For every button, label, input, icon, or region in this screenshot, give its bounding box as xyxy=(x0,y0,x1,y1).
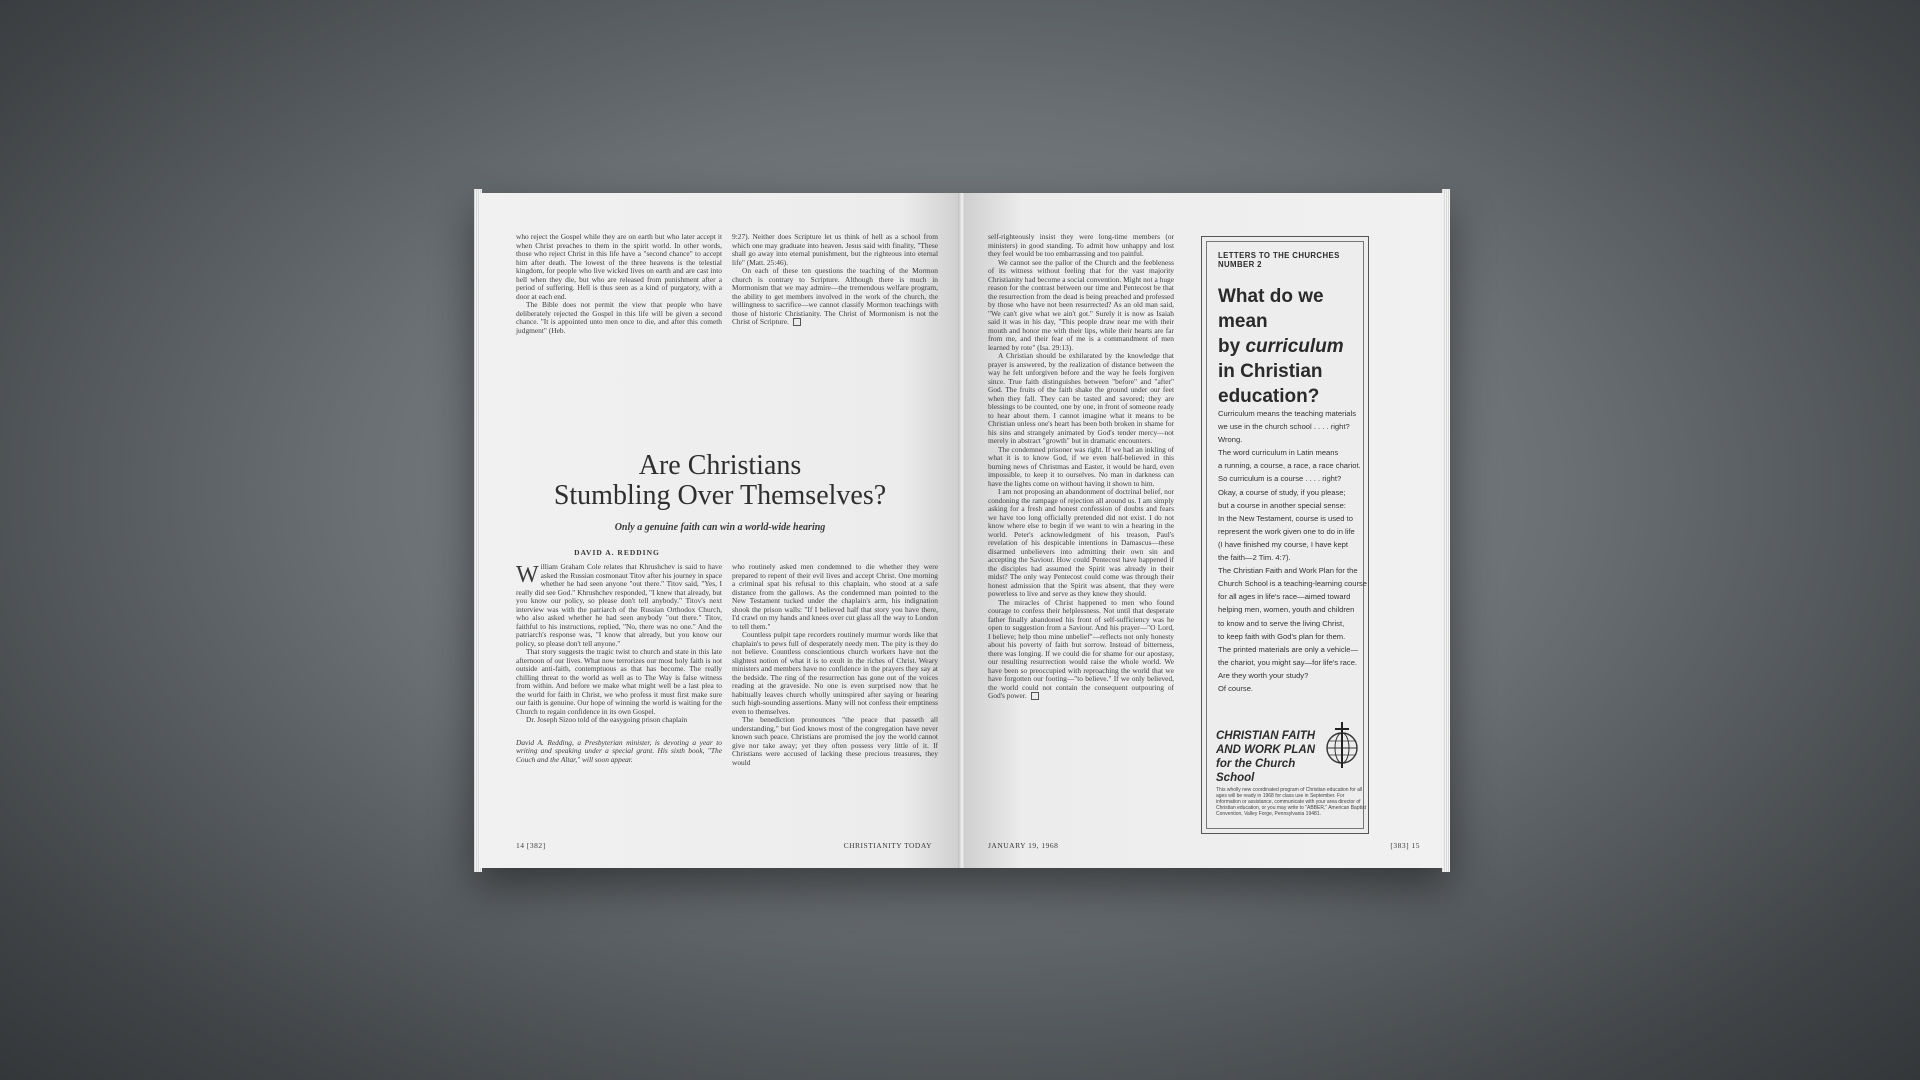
page-number: [383] 15 xyxy=(1390,841,1420,850)
ad-title-line: What do we mean xyxy=(1218,286,1324,332)
brand-line: CHRISTIAN FAITH xyxy=(1216,730,1316,742)
ad-title xyxy=(1218,284,1368,409)
paragraph: The condemned prisoner was right. If we had an inkling of what it is to know God, if we even half-believed in this burning news of Christmas and Easter, it would be hard, even impossible, to keep it to ourselves. No man in darkness can have the lights come on without having it shown to him. xyxy=(988,444,1174,488)
left-col2-top xyxy=(732,233,938,327)
right-col xyxy=(988,233,1174,701)
article-title xyxy=(510,451,930,511)
ad-body-line: The printed materials are only a vehicle— xyxy=(1218,644,1359,654)
paragraph xyxy=(732,267,938,327)
paragraph: 9:27). Neither does Scripture let us think of hell as a school from which one may graduate into heaven. Jesus said with finality, "These shall go away into eternal punishment, but the righteous into eternal life" (Matt. 25:46). xyxy=(732,232,938,267)
author-bio: David A. Redding, a Presbyterian minister, is devoting a year to writing and speaking under a special grant. His sixth book, "The Couch and the Altar," will soon appear. xyxy=(516,737,722,764)
paragraph: who reject the Gospel while they are on earth but who later accept it when Christ preaches to them in the spirit world. In other words, those who reject Christ in this life have a "second chance" to accept him after death. The lowest of the three heavens is the telestial kingdom, for people who live wicked lives on earth and are cast into hell when they die, but who are released from punishment after a period of suffering. Hell is thus seen as a kind of purgatory, with a door at each end. xyxy=(516,232,722,301)
end-mark-icon xyxy=(1031,692,1039,700)
ad-body-line: for all ages in life's race—aimed toward xyxy=(1218,592,1351,602)
ad-body-line: to know and to serve the living Christ, xyxy=(1218,618,1345,628)
ad-body-line: represent the work given one to do in life xyxy=(1218,526,1355,536)
paragraph: The Bible does not permit the view that people who have deliberately rejected the Gospel in this life will be given a second chance. "It is appointed unto men once to die, and after this cometh judgment" (Heb. xyxy=(516,300,722,335)
ad-brand xyxy=(1216,729,1326,785)
article-deck: Only a genuine faith can win a world-wide hearing xyxy=(614,522,826,533)
ad-body-line: the chariot, you might say—for life's race. xyxy=(1218,657,1358,667)
page-number: 14 [382] xyxy=(516,841,546,850)
ad-body-line: but a course in another special sense: xyxy=(1218,500,1346,510)
ad-body-line: Of course. xyxy=(1218,683,1254,693)
ad-body-line: So curriculum is a course . . . . right? xyxy=(1218,474,1342,484)
paragraph: Countless pulpit tape recorders routinely murmur words like that chaplain's to pews full of desperately needy men. The pity is they do not believe. Countless conscientious church workers have not the slightest notion of what it is to exult in the riches of Christ. Weary ministers and members have no confidence in the prayers they say at the bedside. The ring of the resurrection has gone out of the voices reading at the graveside. No one is even surprised now that he habitually leaves church wholly uninspired after saying or hearing such high-sounding assertions. Many will not confess their emptiness even to themselves. xyxy=(732,630,938,716)
ad-body-line: Okay, a course of study, if you please; xyxy=(1218,487,1346,497)
left-col2-article xyxy=(732,563,938,767)
magazine-name: CHRISTIANITY TODAY xyxy=(843,841,932,850)
end-mark-icon xyxy=(793,318,801,326)
paragraph xyxy=(988,599,1174,701)
paragraph: That story suggests the tragic twist to church and state in this late afternoon of our lives. What now terrorizes our most holy faith is not outside anti-faith, contemptuous as that has become. The really chilling threat to the world as well as to The Way is false witness from within. And before we make what might well be a last plea to the world for faith in Christ, we who profess it must first make sure our faith is genuine. Our hope of winning the world is waiting for the Church to regain confidence in its own Gospel. xyxy=(516,647,722,716)
ad-body-line: a running, a course, a race, a race chariot. xyxy=(1218,461,1361,471)
paragraph: We cannot see the pallor of the Church and the feebleness of its witness without feeling that for the vast majority Christianity had become a social convention. Might not a huge reason for the contrast between our time and Pentecost be that the resurrection from the dead is being preached and professed by those who have not been resurrected? As an old man said, "We can't give what we ain't got." Surely it is now as Isaiah said it was in his day, "This people draw near me with their mouth and honor me with their lips, while their hearts are far from me, and their fear of me is a commandment of men learned by rote" (Isa. 29:13). xyxy=(988,257,1174,352)
ad-body-line: Curriculum means the teaching materials xyxy=(1218,409,1357,418)
paragraph: who routinely asked men condemned to die whether they were prepared to repent of their evil lives and accept Christ. One morning a criminal spat his refusal to this chaplain, who stood at a safe distance from the gallows. As the condemned man pointed to the New Testament tucked under the chaplain's arm, his indignation shook the prison walls: "If I believed half that story you have there, I'd crawl on my hands and knees over cut glass all the way to London to tell them." xyxy=(732,562,938,631)
ad-body-line: helping men, women, youth and children xyxy=(1218,605,1355,615)
ad-body-line: Are they worth your study? xyxy=(1218,670,1309,680)
paragraph-text: The miracles of Christ happened to men who found courage to confess their helplessness. Not until that desperate father finally abandoned his front of self-sufficiency was he open to suggestion from a Saviour. And his prayer—"O Lord, I believe; help thou mine unbelief"—reflects not only honesty about his poverty of faith but sorrow. Instead of bitterness, there was longing. If we could die for shame for our apostasy, our resulting resurrection would raise the whole world. We have been so preoccupied with reproaching the world that we have forgotten our footing—"to believe." If we only believed, the world could not contain the consequent outpouring of God's power. xyxy=(988,597,1174,700)
advertisement xyxy=(1201,236,1369,834)
left-page xyxy=(480,193,960,868)
ad-title-line: in Christian xyxy=(1218,361,1323,382)
ad-title-text: by xyxy=(1218,336,1246,357)
brand-line: AND WORK PLAN xyxy=(1216,744,1316,756)
paragraph xyxy=(516,563,722,648)
ad-title-emphasis: curriculum xyxy=(1245,336,1344,357)
paragraph: self-righteously insist they were long-time members (or ministers) in good standing. To admit how unhappy and lost they feel would be too embarrassing and too painful. xyxy=(988,232,1174,258)
globe-cross-icon xyxy=(1324,720,1360,772)
byline: DAVID A. REDDING xyxy=(574,548,660,557)
left-col1-top xyxy=(516,233,722,335)
ad-title-line: education? xyxy=(1218,386,1320,407)
left-col1-article xyxy=(516,563,722,764)
brand-line: for the Church School xyxy=(1216,758,1296,784)
drop-cap: W xyxy=(516,562,539,588)
ad-body-line: (I have finished my course, I have kept xyxy=(1218,539,1349,549)
ad-fine-print: This wholly new coordinated program of Christian education for all ages will be ready in 1968 for class use in September. For information or assistance, communicate with your area director of Christian education, or you may write to "ABBER," American Baptist Convention, Valley Forge, Pennsylvania 19481. xyxy=(1216,787,1367,817)
ad-body-line: the faith—2 Tim. 4:7). xyxy=(1218,553,1291,563)
title-line: Stumbling Over Themselves? xyxy=(553,480,887,511)
ad-body-line: Wrong. xyxy=(1218,435,1243,445)
ad-header: LETTERS TO THE CHURCHES NUMBER 2 xyxy=(1218,251,1340,269)
issue-date: JANUARY 19, 1968 xyxy=(988,841,1059,850)
title-line: Are Christians xyxy=(638,450,802,481)
ad-title-line xyxy=(1218,334,1368,359)
ad-body-line: In the New Testament, course is used to xyxy=(1218,513,1353,523)
ad-body-line: The word curriculum in Latin means xyxy=(1218,448,1339,458)
ad-body-line: to keep faith with God's plan for them. xyxy=(1218,631,1346,641)
paragraph: Dr. Joseph Sizoo told of the easygoing prison chaplain xyxy=(526,715,688,724)
paragraph-text: illiam Graham Cole relates that Khrushchev is said to have asked the Russian cosmonaut Titov after his journey in space whether he had seen anyone "out there." Titov said, "Yes, I really did see God." Khrushchev responded, "I knew that already, but you know our policy, so please don't tell anybody." Titov's next interview was with the patriarch of the Russian Orthodox Church, who also asked whether he had seen anybody "out there." Titov, faithful to his instructions, replied, "No, there was no one." And the patriarch's response was, "I know that already, but you know our policy, so please don't tell anyone." xyxy=(516,562,722,648)
ad-body xyxy=(1218,407,1368,695)
ad-body-line: we use in the church school . . . . right? xyxy=(1218,422,1350,432)
paragraph: A Christian should be exhilarated by the knowledge that prayer is answered, by the realization of distance between the way he felt unforgiven before and the way he feels forgiven since. True faith distinguishes between "before" and "after" God. The fruits of the faith shake the ground under our feet when they fall. They can be tasted and savored; they are blessings to be counted, one by one, in front of someone ready to hear about them. I cannot imagine what it means to be Christian unless one's heart has been both broken in shame for his sins and strangely animated by God's tender mercy—not merely in abstract "growth" but in dramatic encounters. xyxy=(988,351,1174,445)
paragraph: The benediction pronounces "the peace that passeth all understanding," but God knows most of the congregation have never known such peace. Christians are promised the joy the world cannot give nor take away; yet they often possess very little of it. If Christians were accused of lacking these precious treasures, they would xyxy=(732,715,938,767)
ad-body-line: The Christian Faith and Work Plan for the xyxy=(1218,566,1358,576)
ad-body-line: Church School is a teaching-learning course xyxy=(1218,579,1368,589)
paragraph-text: On each of these ten questions the teaching of the Mormon church is contrary to Scripture. Although there is much in Mormonism that we may admire—the tremendous welfare program, the ability to get members involved in the work of the church, the willingness to sacrifice—we cannot classify Mormon teachings with those of historic Christianity. The Christ of Mormonism is not the Christ of Scripture. xyxy=(732,266,938,326)
paragraph: I am not proposing an abandonment of doctrinal belief, nor condoning the rampage of rejection all around us. I am simply asking for a fresh and honest confession of doubts and fears we have too long officially pretended did not exist. I do not know where else to begin if we want to win a hearing in the world. Peter's acknowledgment of his treason, Paul's revelation of his despicable intentions in Damascus—these disarmed unbelievers into admitting their own sin and accepting the Saviour. How could Pentecost have happened if the disciples had assumed the Spirit was already in their midst? The only way Pentecost could come was through their honest admission that the Spirit was absent, that they were powerless to live and serve as they knew they should. xyxy=(988,487,1174,598)
